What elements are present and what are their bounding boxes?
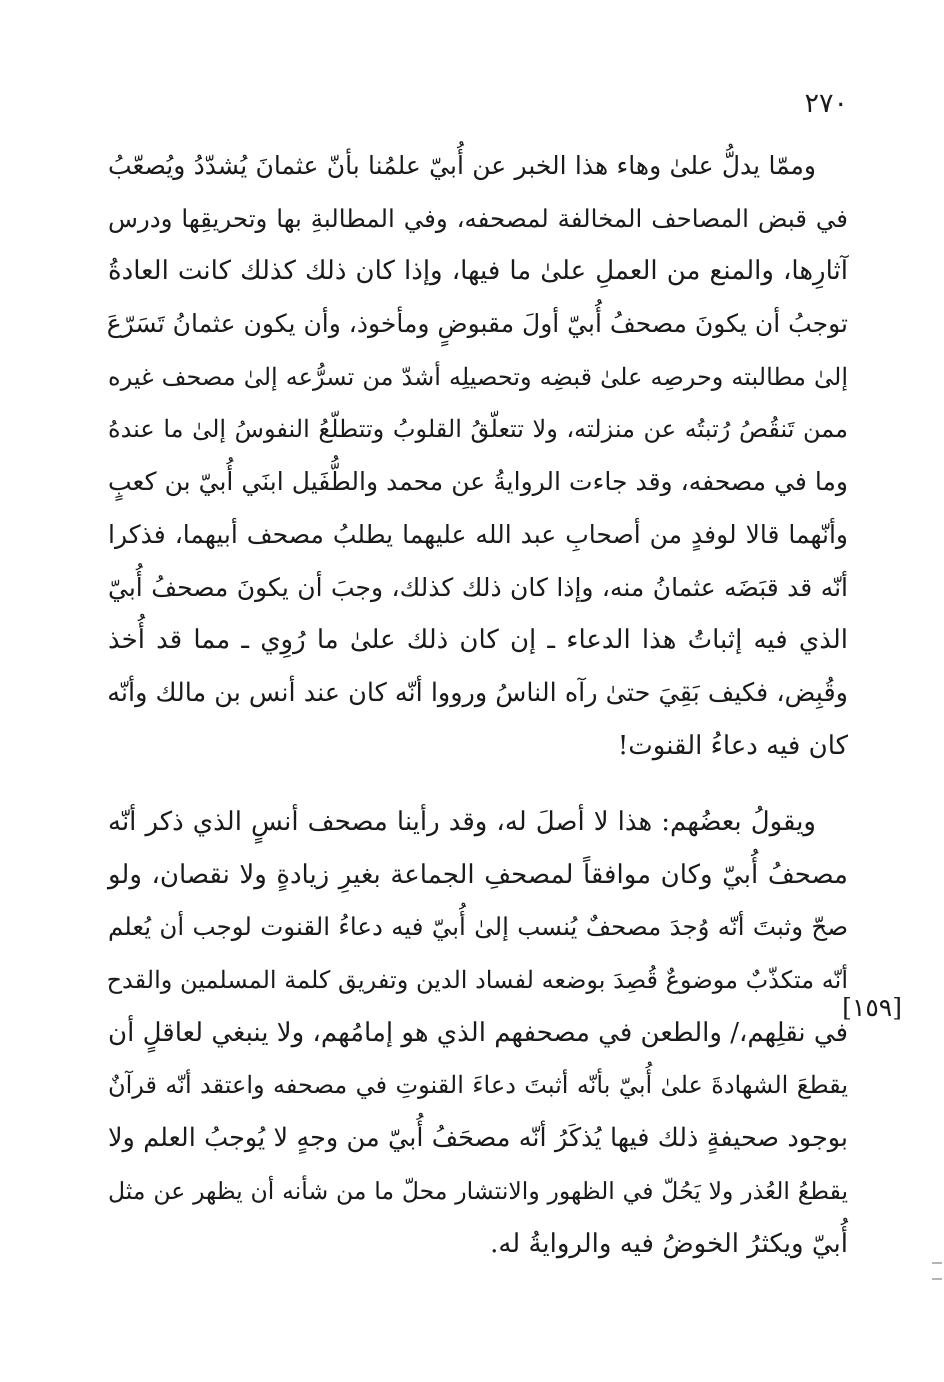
text-line: وما في مصحفه، وقد جاءت الروايةُ عن محمد والطُّفَيل ابنَي أُبيّ بن كعبٍ [108,467,848,497]
text-line: وممّا يدلُّ علىٰ وهاء هذا الخبر عن أُبيّ علمُنا بأنّ عثمانَ يُشدّدُ ويُصعّبُ [108,151,816,180]
text-line: ويقولُ بعضُهم: هذا لا أصلَ له، وقد رأينا مصحف أنسٍ الذي ذكر أنّه [108,807,816,837]
text-line: في قبض المصاحف المخالفة لمصحفه، وفي المطالبةِ بها وتحريقِها ودرس [108,203,848,233]
scan-edge-mark [932,1262,942,1264]
page-number: ٢٧٠ [804,88,848,119]
text-line: وأنّهما قالا لوفدٍ من أصحابِ عبد الله عليهما يطلبُ مصحف أبيهما، فذكرا [108,519,848,549]
text-line: صحّ وثبتَ أنّه وُجدَ مصحفٌ يُنسب إلىٰ أُبيّ فيه دعاءُ القنوت لوجب أن يُعلم [108,912,848,942]
text-line: في نقلِهم،/ والطعن في مصحفهم الذي هو إمامُهم، ولا ينبغي لعاقلٍ أن [108,1017,848,1048]
text-line: أنّه قد قبَضَه عثمانُ منه، وإذا كان ذلك كذلك، وجبَ أن يكونَ مصحفُ أُبيّ [108,572,848,602]
text-line: آثارِها، والمنع من العملِ علىٰ ما فيها، وإذا كان ذلك كذلك كانت العادةُ [108,256,848,287]
text-line: توجبُ أن يكونَ مصحفُ أُبيّ أولَ مقبوضٍ ومأخوذ، وأن يكون عثمانُ تَسَرّعَ [106,309,848,339]
text-line: مصحفُ أُبيّ وكان موافقاً لمصحفِ الجماعة بغيرِ زيادةٍ ولا نقصان، ولو [108,859,848,890]
paragraph-2 [108,796,848,1270]
text-line: كان فيه دعاءُ القنوت! [617,730,848,761]
text-line: أنّه متكذّبٌ موضوعٌ قُصِدَ بوضعه لفساد الدين وتفريق كلمة المسلمين والقدح [106,966,848,995]
text-line: إلىٰ مطالبته وحرصِه علىٰ قبضِه وتحصيلِه أشدّ من تسرُّعه إلىٰ مصحف غيره [108,362,848,391]
text-line: يقطعُ العُذر ولا يَحُلّ في الظهور والانتشار محلّ ما من شأنه أن يظهر عن مثل [108,1176,848,1205]
text-line: وقُبِض، فكيف بَقِيَ حتىٰ رآه الناسُ ورووا أنّه كان عند أنس بن مالك وأنّه [107,677,848,708]
margin-page-reference: [١٥٩] [842,993,902,1022]
text-line: أُبيّ ويكثرُ الخوضُ فيه والروايةُ له. [490,1228,848,1259]
text-line: ممن تَنقُصُ رُتبتُه عن منزلته، ولا تتعلّقُ القلوبُ وتتطلّعُ النفوسُ إلىٰ ما عندهُ [108,415,848,444]
paragraph-1 [108,140,848,772]
text-line: يقطعَ الشهادةَ علىٰ أُبيّ بأنّه أثبتَ دعاءَ القنوتِ في مصحفه واعتقد أنّه قرآنٌ [108,1071,848,1100]
text-line: بوجود صحيفةٍ ذلك فيها يُذكَرُ أنّه مصحَفُ أُبيّ من وجهٍ لا يُوجبُ العلم ولا [108,1123,848,1154]
text-line: الذي فيه إثباتُ هذا الدعاء ـ إن كان ذلك علىٰ ما رُوِي ـ مما قد أُخذ [108,625,848,656]
scan-edge-mark [932,1278,942,1280]
